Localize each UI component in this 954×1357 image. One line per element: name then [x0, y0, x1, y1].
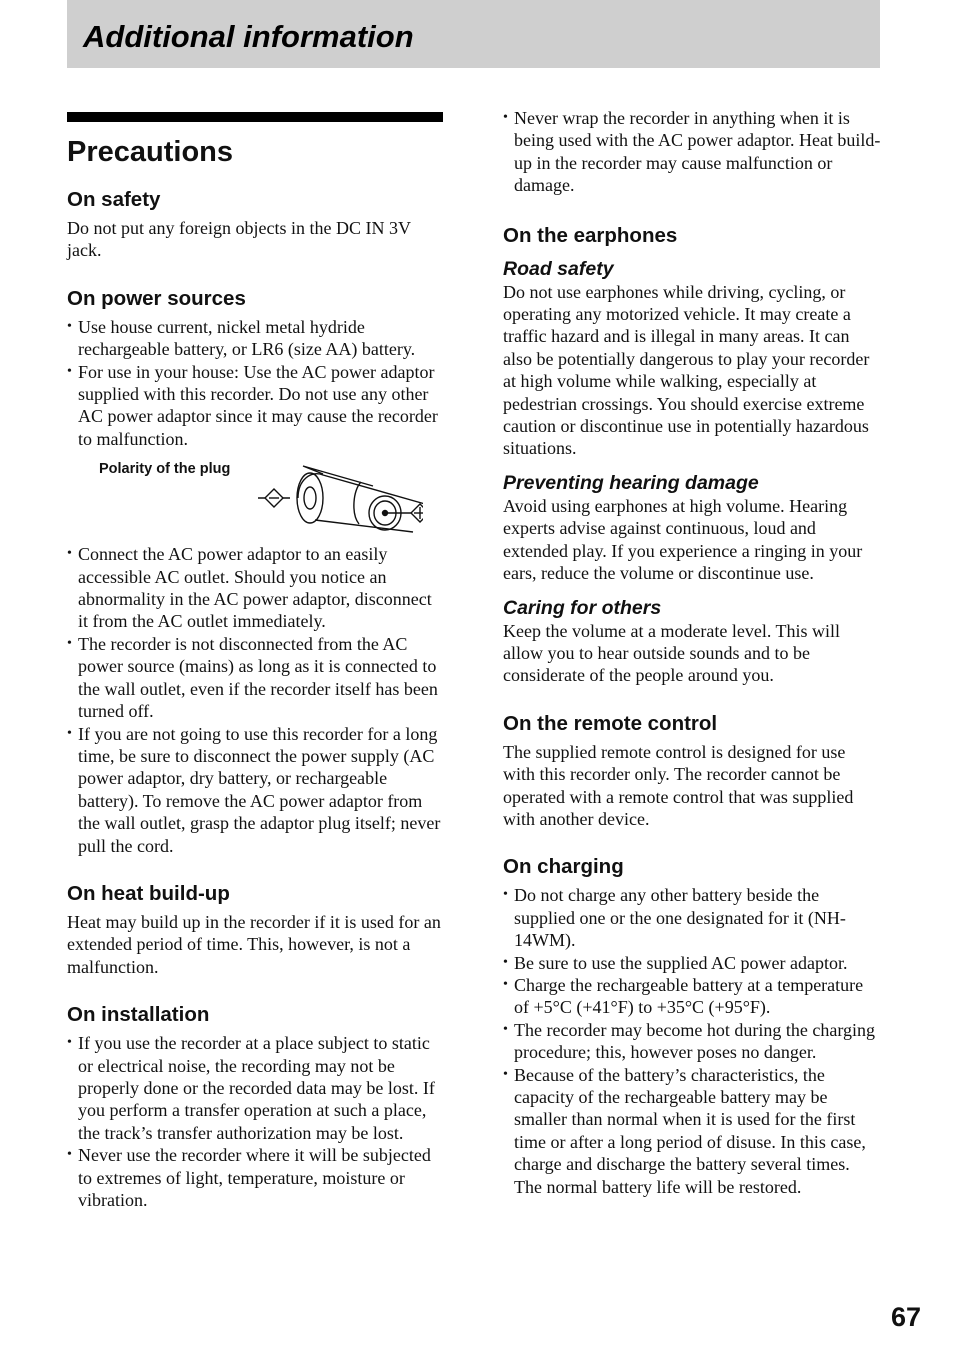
- power-list-b: [67, 543, 443, 857]
- list-item: • Use house current, nickel metal hydride rechargeable battery, or LR6 (size AA) battery.: [67, 316, 443, 361]
- list-item: • If you use the recorder at a place subject to static or electrical noise, the recording may not be properly done or the recorded data may be lost. If you perform a transfer operation at such a place, the track’s transfer authorization may be lost.: [67, 1032, 443, 1144]
- list-item: • Never use the recorder where it will be subjected to extremes of light, temperature, moisture or vibration.: [67, 1144, 443, 1211]
- heading-on-safety: On safety: [67, 188, 161, 211]
- heading-on-power-sources: On power sources: [67, 286, 246, 310]
- list-item: • If you are not going to use this recorder for a long time, be sure to disconnect the power supply (AC power adaptor, dry battery, or rechargeable battery). To remove the AC power adaptor from the wall outlet, grasp the adaptor plug itself; never pull the cord.: [67, 723, 443, 857]
- power-list-a: [67, 316, 443, 450]
- list-item: • Charge the rechargeable battery at a temperature of +5°C (+41°F) to +35°C (+95°F).: [503, 974, 881, 1019]
- heading-road-safety: Road safety: [503, 257, 614, 280]
- charging-list: [503, 884, 881, 1198]
- list-item: • The recorder is not disconnected from the AC power source (mains) as long as it is connected to the wall outlet, even if the recorder itself has been turned off.: [67, 633, 443, 723]
- heading-on-installation: On installation: [67, 1003, 210, 1027]
- heading-on-charging: On charging: [503, 855, 624, 879]
- remote-control-text: The supplied remote control is designed for use with this recorder only. The recorder cannot be operated with a remote control that was supplied with another device.: [503, 741, 854, 829]
- right-column: [503, 105, 881, 1198]
- page-number: 67: [891, 1302, 922, 1332]
- section-rule: [67, 112, 443, 122]
- list-item: • Never wrap the recorder in anything when it is being used with the AC power adaptor. Heat build-up in the recorder may cause malfunction or damage.: [503, 107, 881, 197]
- safety-text: Do not put any foreign objects in the DC IN 3V jack.: [67, 218, 411, 261]
- left-column: [67, 105, 443, 1211]
- heading-caring-for-others: Caring for others: [503, 596, 662, 619]
- section-title: Precautions: [67, 136, 233, 168]
- list-item: • Be sure to use the supplied AC power adaptor.: [503, 952, 881, 974]
- figure-caption: Polarity of the plug: [99, 461, 231, 478]
- heading-on-the-earphones: On the earphones: [503, 223, 678, 247]
- chapter-title: Additional information: [83, 19, 414, 54]
- list-item: • For use in your house: Use the AC power adaptor supplied with this recorder. Do not use any other AC power adaptor since it may cause the recorder to malfunction.: [67, 361, 443, 451]
- plug-polarity-figure: [67, 458, 443, 543]
- list-item: • Connect the AC power adaptor to an easily accessible AC outlet. Should you notice an abnormality in the AC power adaptor, disconnect it from the AC outlet immediately.: [67, 543, 443, 633]
- chapter-banner: [67, 0, 880, 68]
- list-item: • The recorder may become hot during the charging procedure; this, however poses no danger.: [503, 1019, 881, 1064]
- list-item: • Do not charge any other battery beside the supplied one or the one designated for it (NH-14WM).: [503, 884, 881, 951]
- heading-on-the-remote-control: On the remote control: [503, 711, 718, 735]
- road-safety-text: Do not use earphones while driving, cycling, or operating any motorized vehicle. It may create a traffic hazard and is illegal in many areas. It can also be potentially dangerous to play your recorder at high volume while walking, especially at pedestrian crossings. You should exercise extreme caution or discontinue use in potentially hazardous situations.: [503, 281, 870, 459]
- heading-on-heat-build-up: On heat build-up: [67, 881, 230, 905]
- caring-for-others-text: Keep the volume at a moderate level. This will allow you to hear outside sounds and to be considerate of the people around you.: [503, 620, 841, 686]
- installation-list: [67, 1032, 443, 1211]
- plug-polarity-diagram: [253, 458, 423, 543]
- installation-list-continued: [503, 107, 881, 197]
- list-item: • Because of the battery’s characteristics, the capacity of the rechargeable battery may be smaller than normal when it is used for the first time or after a long period of disuse. In this case, charge and discharge the battery several times. The normal battery life will be restored.: [503, 1064, 881, 1198]
- hearing-damage-text: Avoid using earphones at high volume. Hearing experts advise against continuous, loud and extended play. If you experience a ringing in your ears, reduce the volume or discontinue use.: [503, 495, 863, 584]
- heading-preventing-hearing-damage: Preventing hearing damage: [503, 471, 759, 494]
- heat-text: Heat may build up in the recorder if it is used for an extended period of time. This, however, is not a malfunction.: [67, 911, 441, 977]
